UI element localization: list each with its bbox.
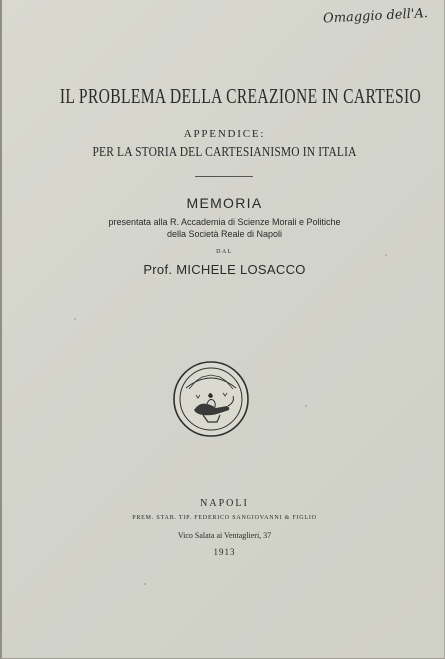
city-name: NAPOLI [200, 498, 249, 509]
presentation-note [2, 216, 445, 240]
paper-fleck [144, 583, 146, 585]
appendix-label: APPENDICE: [183, 128, 266, 140]
document-title: IL PROBLEMA DELLA CREAZIONE IN CARTESIO [59, 84, 422, 108]
paper-fleck [74, 318, 76, 320]
printer-address: Vico Salata ai Ventaglieri, 37 [177, 531, 272, 540]
memoria-heading: MEMORIA [186, 195, 263, 211]
divider-rule [195, 176, 253, 177]
printer-seal-emblem [172, 360, 250, 438]
author-name: Prof. MICHELE LOSACCO [143, 262, 306, 277]
handwritten-inscription: Omaggio dell'A. [322, 6, 429, 27]
appendix-title: PER LA STORIA DEL CARTESIANISMO IN ITALIA [92, 145, 357, 160]
printer-name: PREM. STAB. TIP. FEDERICO SANGIOVANNI & FIGLIO [132, 515, 317, 521]
paper-fleck [385, 254, 387, 256]
presentation-line-2: della Società Reale di Napoli [166, 229, 283, 239]
by-label: DAL [216, 249, 233, 255]
publication-year: 1913 [213, 547, 236, 557]
presentation-line-1: presentata alla R. Accademia di Scienze Morali e Politiche [108, 217, 341, 227]
paper-fleck [305, 405, 307, 407]
